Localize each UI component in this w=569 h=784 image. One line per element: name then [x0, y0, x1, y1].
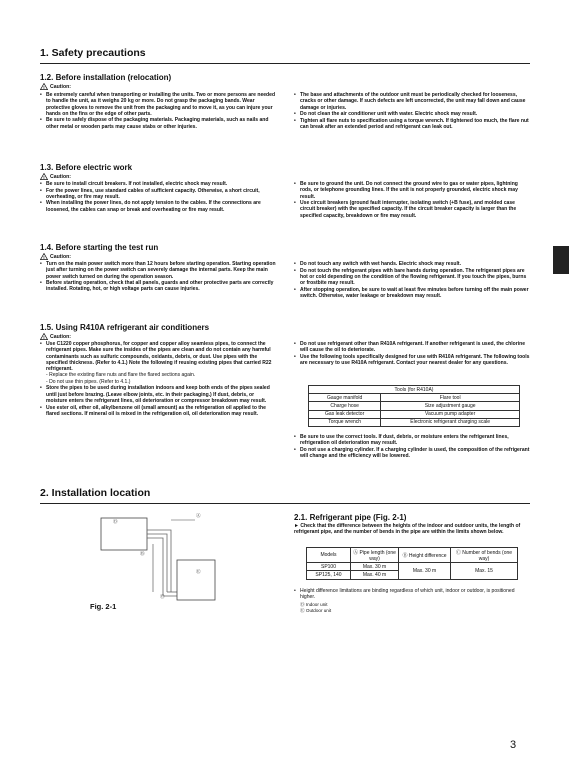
list-item: • Use ester oil, ether oil, alkylbenzene oil (small amount) as the refrigeration oil applied to the flared sections. If mineral oil is mixed in the refrigeration oil, oil deterioration may result.: [40, 405, 276, 418]
list-item: • Use the following tools specifically designed for use with R410A refrigerant. The following tools are necessary to use R410A refrigerant. Contact your nearest dealer for any questions.: [294, 354, 530, 367]
pipe-line: [147, 538, 163, 594]
pipe-line: [147, 534, 167, 592]
label-c: Ⓒ: [160, 594, 165, 599]
list-item: [40, 341, 276, 385]
section-2-rule: [40, 503, 530, 504]
tools-table: [308, 385, 520, 427]
list-item: • When installing the power lines, do not apply tension to the cables. If the connections are loosened, the cables can snap or break and overheating or fire may result.: [40, 200, 276, 213]
caution-text: Caution:: [50, 173, 72, 180]
warning-icon: [40, 333, 48, 340]
fig-caption: Fig. 2-1: [90, 602, 117, 611]
section-1-2-left-list: [40, 92, 276, 130]
caution-text: Caution:: [50, 333, 72, 340]
section-1-rule: [40, 63, 530, 64]
table-cell: Electronic refrigerant charging scale: [381, 418, 520, 426]
section-1-4-left-list: [40, 261, 276, 293]
list-item-text: Use C1220 copper phosphorus, for copper and copper alloy seamless pipes, to connect the refrigerant pipes. Make sure the insides of the pipes are clean and do not contain any harmful contaminants such as sulfuric compounds, oxidants, debris, or dust. Use pipes with the specified thickness. (Refer to 4.1.) Note the following if reusing existing pipes that carried R22 refrigerant.: [46, 341, 272, 373]
table-header: Ⓒ Number of bends (one way): [451, 548, 518, 563]
section-1-2-title: 1.2. Before installation (relocation): [40, 73, 172, 82]
list-item: • Be sure to install circuit breakers. If not installed, electric shock may result.: [40, 181, 276, 187]
label-b: Ⓑ: [140, 551, 145, 556]
section-1-2-right-list: [294, 92, 530, 131]
list-item: • After stopping operation, be sure to wait at least five minutes before turning off the main power switch. Otherwise, water leakage or breakdown may result.: [294, 287, 530, 300]
list-item: • Do not use a charging cylinder. If a charging cylinder is used, the composition of the refrigerant will change and the efficiency will be lowered.: [294, 447, 530, 460]
svg-text:!: !: [43, 254, 45, 260]
list-item: • Tighten all flare nuts to specification using a torque wrench. If tightened too much, the flare nut can break after an extended period and refrigerant can leak out.: [294, 118, 530, 131]
list-item: • Height difference limitations are binding regardless of which unit, indoor or outdoor, is positioned higher.: [294, 588, 530, 601]
warning-icon: [40, 253, 48, 260]
caution-label: [40, 333, 71, 340]
caution-text: Caution:: [50, 253, 72, 260]
section-1-4-right-list: [294, 261, 530, 300]
label-e: Ⓔ: [196, 569, 201, 574]
section-1-4-title: 1.4. Before starting the test run: [40, 243, 159, 252]
table-cell: Vacuum pump adapter: [381, 410, 520, 418]
sub-note: - Replace the existing flare nuts and flare the flared sections again.: [46, 372, 196, 379]
list-item: • For the power lines, use standard cables of sufficient capacity. Otherwise, a short circuit, overheating, or fire may result.: [40, 188, 276, 201]
table-row: [309, 394, 520, 402]
table-row: [309, 410, 520, 418]
table-cell: Flare tool: [381, 394, 520, 402]
chapter-tab-marker: [553, 246, 569, 274]
svg-text:!: !: [43, 84, 45, 90]
sub-note: - Do not use thin pipes. (Refer to 4.1.): [46, 378, 131, 385]
table-cell: Max. 15: [451, 563, 518, 579]
tools-table-title: Tools (for R410A): [309, 386, 520, 394]
warning-icon: [40, 83, 48, 90]
table-header: Models: [307, 548, 351, 563]
section-1-title: 1. Safety precautions: [40, 47, 146, 59]
list-item: • Be extremely careful when transporting or installing the units. Two or more persons are needed to handle the unit, as it weighs 20 kg or more. Do not grasp the packaging bands. Wear protective gloves to remove the unit from the packaging and to move it, as you can injure your hands on the fins or the edge of other parts.: [40, 92, 276, 117]
section-1-5-right-list-b: [294, 434, 530, 460]
caution-label: [40, 173, 71, 180]
table-cell: Size adjustment gauge: [381, 402, 520, 410]
list-item: • Do not clean the air conditioner unit with water. Electric shock may result.: [294, 111, 530, 117]
outdoor-unit-box: [177, 560, 215, 600]
svg-text:!: !: [43, 334, 45, 340]
section-1-5-title: 1.5. Using R410A refrigerant air conditioners: [40, 323, 210, 332]
table-cell: Torque wrench: [309, 418, 381, 426]
label-d: Ⓓ: [113, 519, 118, 524]
pipe-limits-table: [306, 547, 518, 580]
list-item: • Be sure to safely dispose of the packaging materials. Packaging materials, such as nails and other metal or wooden parts may cause stabs or other injuries.: [40, 117, 276, 130]
table-cell: Max. 40 m: [351, 571, 399, 579]
table-cell: SP100: [307, 563, 351, 571]
list-item: • Do not touch any switch with wet hands. Electric shock may result.: [294, 261, 530, 267]
section-1-5-left-list: [40, 341, 276, 417]
svg-text:!: !: [43, 174, 45, 180]
table-row: [307, 563, 518, 571]
legend-indoor-unit: Ⓓ Indoor unit: [300, 602, 328, 607]
section-1-3-left-list: [40, 181, 276, 213]
warning-icon: [40, 173, 48, 180]
section-2-1-intro: ► Check that the difference between the heights of the indoor and outdoor units, the length of refrigerant pipe, and the number of bends in the pipe are within the limits shown below.: [294, 523, 521, 536]
section-1-3-title: 1.3. Before electric work: [40, 163, 133, 172]
table-header: Ⓑ Height difference: [399, 548, 451, 563]
label-a: Ⓐ: [196, 513, 201, 518]
page-number: 3: [510, 739, 517, 751]
table-row: [309, 418, 520, 426]
legend-outdoor-unit: Ⓔ Outdoor unit: [300, 608, 332, 613]
section-1-5-right-list-a: [294, 341, 530, 367]
table-row: [309, 402, 520, 410]
caution-text: Caution:: [50, 83, 72, 90]
list-item: • Before starting operation, check that all panels, guards and other protective parts are correctly installed. Rotating, hot, or high voltage parts can cause injuries.: [40, 280, 276, 293]
indoor-unit-box: [101, 518, 147, 550]
list-item: • Be sure to use the correct tools. If dust, debris, or moisture enters the refrigerant lines, refrigeration oil deterioration may result.: [294, 434, 530, 447]
list-item: • The base and attachments of the outdoor unit must be periodically checked for looseness, cracks or other damage. If such defects are left uncorrected, the unit may fall down and cause damage or injuries.: [294, 92, 530, 111]
table-header: Ⓐ Pipe length (one way): [351, 548, 399, 563]
caution-label: [40, 83, 71, 90]
pipe-line: [163, 594, 177, 596]
table-cell: Gas leak detector: [309, 410, 381, 418]
list-item: • Store the pipes to be used during installation indoors and keep both ends of the pipes sealed until just before brazing. (Leave elbow joints, etc. in their packaging.) If dust, debris, or moisture enters the refrigerant lines, oil deterioration or compressor breakdown may result.: [40, 385, 276, 404]
table-cell: Charge hose: [309, 402, 381, 410]
table-cell: Max. 30 m: [399, 563, 451, 579]
list-item: • Use circuit breakers (ground fault interrupter, isolating switch (+B fuse), and molded case circuit breaker) with the specified capacity. If the circuit breaker capacity is larger than the specified capacity, breakdown or fire may result.: [294, 200, 530, 219]
table-header-row: [307, 548, 518, 563]
list-item: • Be sure to ground the unit. Do not connect the ground wire to gas or water pipes, lightning rods, or telephone grounding lines. If the unit is not properly grounded, electric shock may result.: [294, 181, 530, 200]
section-2-1-title: 2.1. Refrigerant pipe (Fig. 2-1): [294, 513, 407, 522]
list-item: • Do not use refrigerant other than R410A refrigerant. If another refrigerant is used, the chlorine will cause the oil to deteriorate.: [294, 341, 530, 354]
section-2-title: 2. Installation location: [40, 487, 151, 499]
section-2-1-notes: [294, 588, 530, 601]
table-cell: SP125, 140: [307, 571, 351, 579]
list-item: • Turn on the main power switch more than 12 hours before starting operation. Starting operation just after turning on the power switch can severely damage the internal parts. Keep the main power switch turned on during the operation season.: [40, 261, 276, 280]
list-item: • Do not touch the refrigerant pipes with bare hands during operation. The refrigerant pipes are hot or cold depending on the condition of the flowing refrigerant. If you touch the pipes, burns or frostbite may result.: [294, 268, 530, 287]
table-cell: Max. 30 m: [351, 563, 399, 571]
section-1-3-right-list: [294, 181, 530, 219]
caution-label: [40, 253, 71, 260]
table-cell: Gauge manifold: [309, 394, 381, 402]
